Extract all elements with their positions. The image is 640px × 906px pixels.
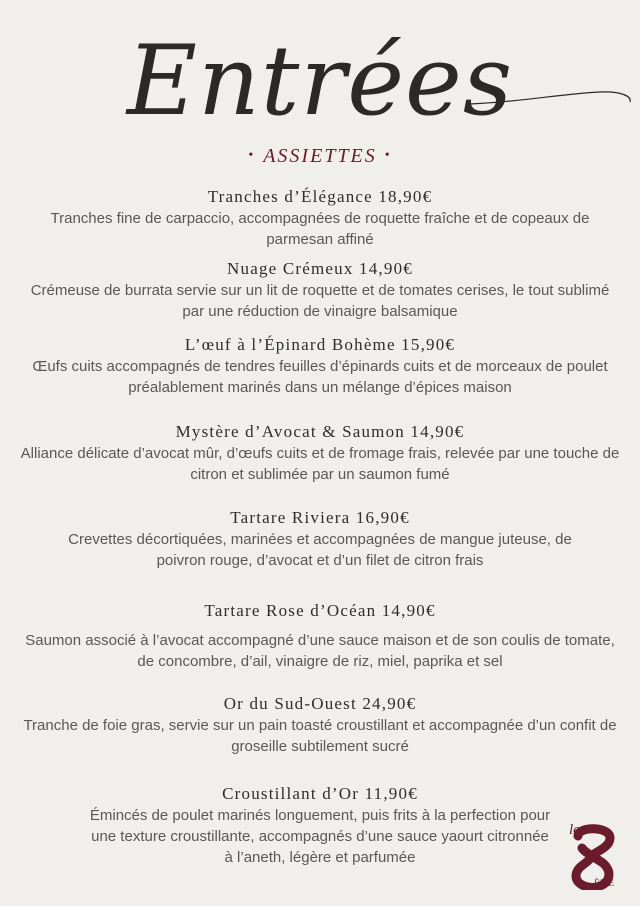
item-description: Tranche de foie gras, servie sur un pain toasté croustillant et accompagnée d’un confit de groseille subtilement sucré	[23, 717, 617, 755]
item-title: Or du Sud-Ouest 24,90€	[223, 694, 417, 713]
item-title: Mystère d’Avocat & Saumon 14,90€	[175, 422, 465, 441]
item-description: Alliance délicate d’avocat mûr, d’œufs cuits et de fromage frais, relevée par une touche de citron et sublimée par un saumon fumé	[20, 445, 620, 483]
item-description: Tranches fine de carpaccio, accompagnées de roquette fraîche et de copeaux de parmesan affiné	[50, 210, 590, 248]
item-description: Saumon associé à l’avocat accompagné d’une sauce maison et de son coulis de tomate, de concombre, d’ail, vinaigre de riz, miel, paprika et sel	[25, 632, 615, 670]
menu-item	[0, 693, 640, 757]
restaurant-logo	[558, 818, 628, 898]
menu-item	[0, 258, 640, 322]
item-title: Tranches d’Élégance 18,90€	[207, 187, 433, 206]
menu-item	[0, 186, 640, 250]
page-title	[0, 6, 640, 146]
logo-suffix: ÈME	[594, 878, 615, 888]
item-description: Crevettes décortiquées, marinées et accompagnées de mangue juteuse, de poivron rouge, d’avocat et d’un filet de citron frais	[68, 531, 572, 569]
bullet-right: •	[384, 148, 392, 163]
menu-item	[0, 334, 640, 398]
section-heading	[0, 145, 640, 168]
item-description: Œufs cuits accompagnés de tendres feuilles d’épinards cuits et de morceaux de poulet préalablement marinés dans un mélange d’épices maison	[32, 358, 608, 396]
item-title: L’œuf à l’Épinard Bohème 15,90€	[184, 335, 456, 354]
menu-item	[0, 600, 640, 672]
title-text: Entrées	[126, 25, 514, 137]
item-title: Tartare Riviera 16,90€	[230, 508, 410, 527]
menu-item	[0, 783, 640, 868]
item-title: Nuage Crémeux 14,90€	[227, 259, 413, 278]
menu-item	[0, 507, 640, 571]
title-script	[0, 6, 640, 146]
section-label: ASSIETTES	[263, 145, 377, 167]
menu-item	[0, 421, 640, 485]
item-title: Tartare Rose d’Océan 14,90€	[204, 601, 436, 620]
logo-prefix: le	[569, 822, 580, 838]
bullet-left: •	[248, 148, 256, 163]
item-title: Croustillant d’Or 11,90€	[222, 784, 418, 803]
item-description: Crémeuse de burrata servie sur un lit de roquette et de tomates cerises, le tout sublimé par une réduction de vinaigre balsamique	[30, 282, 610, 320]
item-description: Émincés de poulet marinés longuement, puis frits à la perfection pour une texture croustillante, accompagnés d’une sauce yaourt citronnée à l’aneth, légère et parfumée	[89, 807, 551, 866]
